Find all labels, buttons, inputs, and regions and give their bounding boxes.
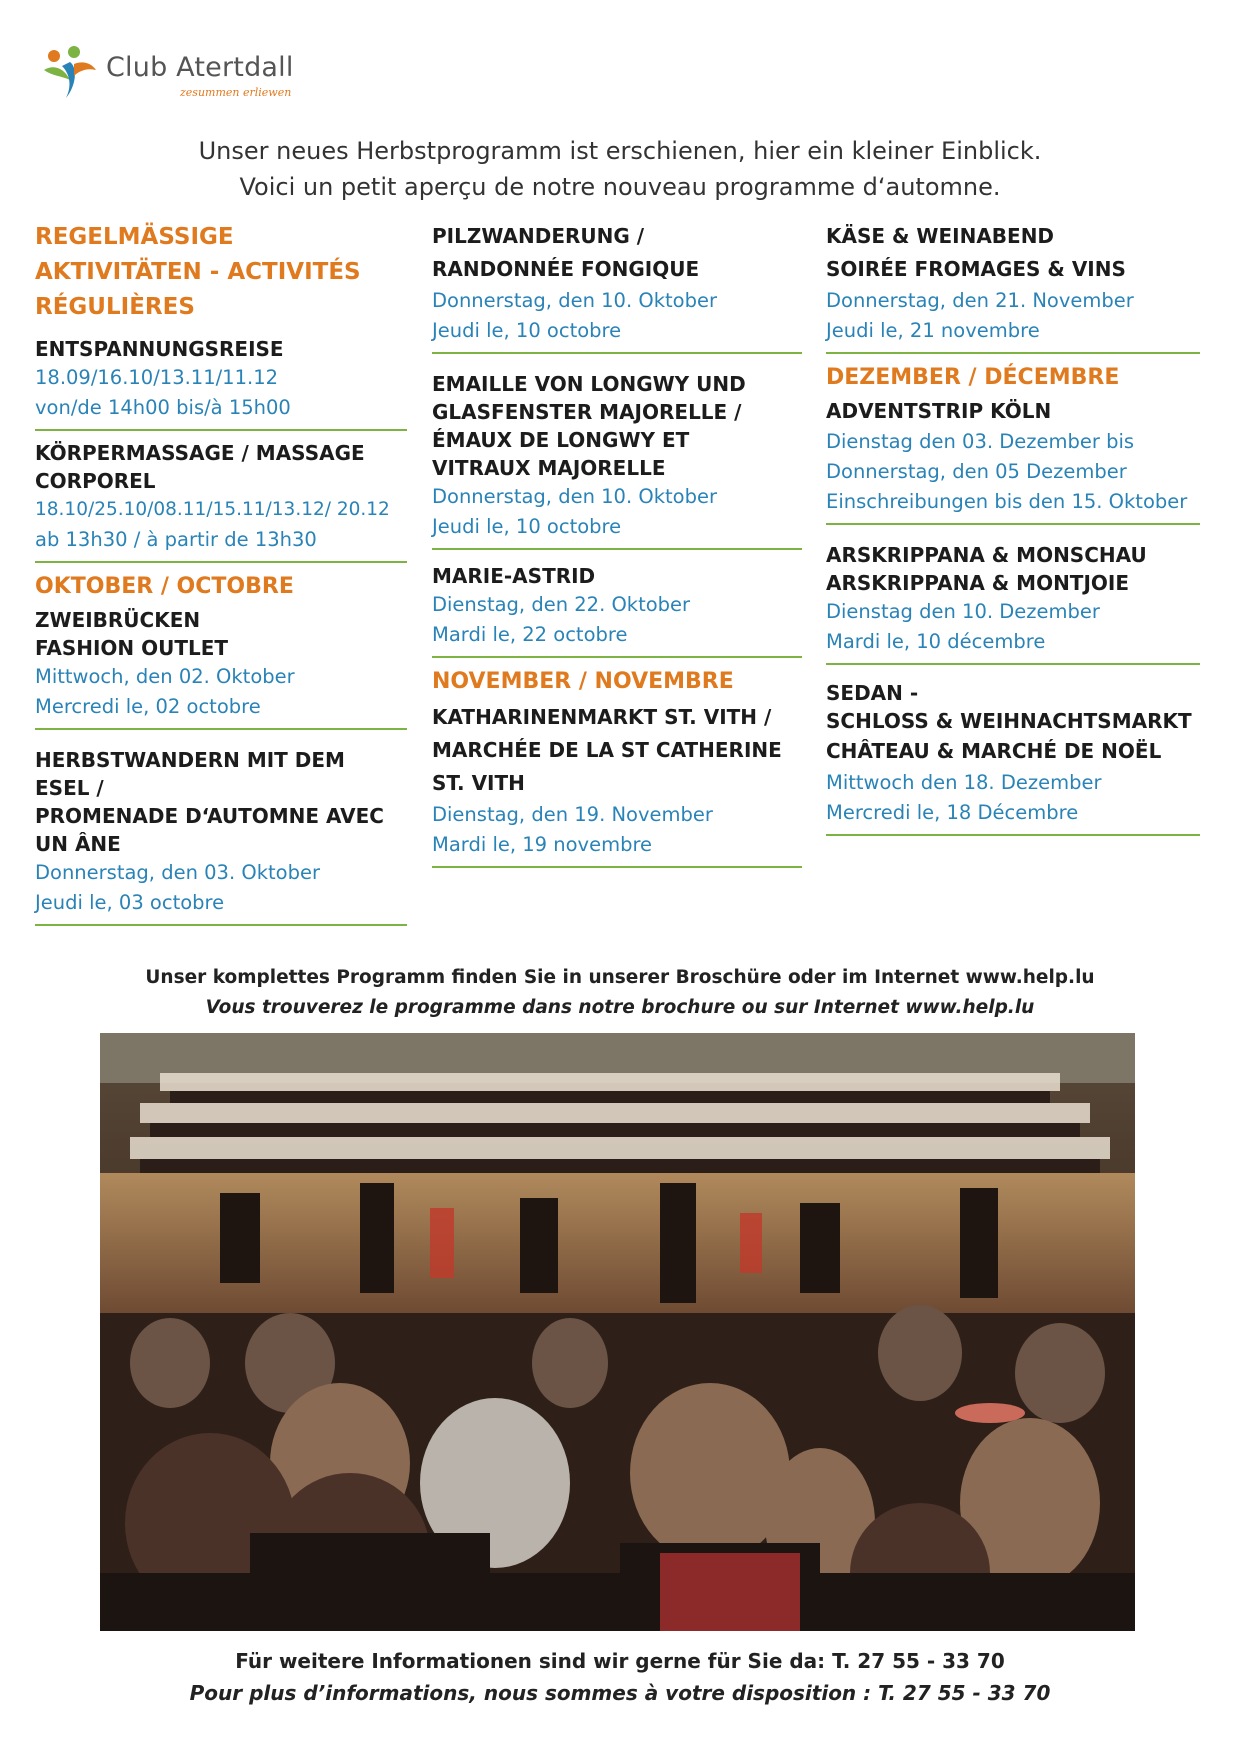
event-marie-astrid — [432, 556, 802, 658]
month-heading-december: DEZEMBER / DÉCEMBRE — [826, 365, 1120, 390]
event-pilzwanderung — [432, 220, 802, 354]
event-date-fr: Mardi le, 10 décembre — [826, 630, 1046, 653]
event-arskrippana — [826, 531, 1200, 665]
event-date-de: Donnerstag, den 03. Oktober — [35, 861, 320, 884]
event-title: ENTSPANNUNGSREISE — [35, 337, 284, 361]
event-title: SCHLOSS & WEIHNACHTSMARKT — [826, 709, 1192, 733]
club-logo — [40, 44, 340, 104]
event-title: ARSKRIPPANA & MONTJOIE — [826, 571, 1129, 595]
event-date: 18.10/25.10/08.11/15.11/13.12/ 20.12 — [35, 499, 390, 520]
event-title: SOIRÉE FROMAGES & VINS — [826, 257, 1126, 281]
event-title: RANDONNÉE FONGIQUE — [432, 257, 700, 281]
brand-name: Club Atertdall — [106, 52, 294, 83]
event-kaese-weinabend — [826, 220, 1200, 354]
event-title: FASHION OUTLET — [35, 636, 229, 660]
event-title: MARCHÉE DE LA ST CATHERINE — [432, 738, 782, 762]
event-date-end: Donnerstag, den 05 Dezember — [826, 460, 1127, 483]
program-column-2 — [432, 220, 802, 874]
program-info-german: Unser komplettes Programm finden Sie in unserer Broschüre oder im Internet www.help.lu — [145, 967, 1095, 988]
event-date-de: Donnerstag, den 10. Oktober — [432, 289, 717, 312]
event-title: ÉMAUX DE LONGWY ET — [432, 428, 690, 452]
event-emaille-longwy — [432, 360, 802, 550]
section-title-line: REGELMÄSSIGE — [35, 224, 234, 250]
event-time: von/de 14h00 bis/à 15h00 — [35, 396, 291, 419]
section-title-line: RÉGULIÈRES — [35, 294, 195, 320]
event-title: KATHARINENMARKT ST. VITH / — [432, 705, 772, 729]
event-date-de: Dienstag den 10. Dezember — [826, 600, 1100, 623]
event-zweibruecken — [35, 604, 407, 730]
event-date-fr: Mardi le, 22 octobre — [432, 623, 628, 646]
event-title: ADVENTSTRIP KÖLN — [826, 399, 1052, 423]
program-info-french: Vous trouverez le programme dans notre brochure ou sur Internet www.help.lu — [205, 997, 1035, 1018]
event-title: PILZWANDERUNG / — [432, 224, 645, 248]
event-date-fr: Mercredi le, 18 Décembre — [826, 801, 1079, 824]
event-date: 18.09/16.10/13.11/11.12 — [35, 366, 279, 389]
event-date-fr: Jeudi le, 21 novembre — [826, 319, 1040, 342]
event-herbstwandern — [35, 736, 407, 926]
event-title: KÄSE & WEINABEND — [826, 224, 1055, 248]
event-date-de: Donnerstag, den 10. Oktober — [432, 485, 717, 508]
event-date-start: Dienstag den 03. Dezember bis — [826, 430, 1135, 453]
event-adventstrip-koeln — [826, 395, 1200, 525]
event-date-de: Dienstag, den 22. Oktober — [432, 593, 691, 616]
event-title: EMAILLE VON LONGWY UND — [432, 372, 746, 396]
section-title-line: AKTIVITÄTEN - ACTIVITÉS — [35, 259, 361, 285]
program-column-3 — [826, 220, 1200, 842]
event-date-fr: Mardi le, 19 novembre — [432, 833, 653, 856]
event-title: SEDAN - — [826, 681, 919, 705]
event-title: HERBSTWANDERN MIT DEM — [35, 748, 345, 772]
event-date-fr: Mercredi le, 02 octobre — [35, 695, 261, 718]
event-title: PROMENADE D‘AUTOMNE AVEC — [35, 804, 384, 828]
intro-german: Unser neues Herbstprogramm ist erschienen, hier ein kleiner Einblick. — [198, 137, 1042, 165]
event-date-fr: Jeudi le, 03 octobre — [35, 891, 225, 914]
event-date-de: Dienstag, den 19. November — [432, 803, 713, 826]
month-heading-november: NOVEMBER / NOVEMBRE — [432, 669, 734, 694]
event-title: ESEL / — [35, 776, 104, 800]
club-logo-icon — [40, 46, 100, 106]
intro-french: Voici un petit aperçu de notre nouveau programme d‘automne. — [239, 173, 1001, 201]
intro-text — [0, 133, 1240, 205]
event-title: UN ÂNE — [35, 832, 121, 856]
event-date-de: Mittwoch den 18. Dezember — [826, 771, 1102, 794]
section-title-regular — [35, 220, 407, 325]
contact-french: Pour plus d’informations, nous sommes à votre disposition : T. 27 55 - 33 70 — [189, 1681, 1051, 1705]
event-title: KÖRPERMASSAGE / MASSAGE — [35, 441, 365, 465]
month-heading-october: OKTOBER / OCTOBRE — [35, 574, 294, 599]
event-title: ZWEIBRÜCKEN — [35, 608, 201, 632]
event-title: ST. VITH — [432, 771, 525, 795]
brand-tagline: zesummen erliewen — [180, 86, 292, 99]
program-column-1 — [35, 220, 407, 932]
event-time: ab 13h30 / à partir de 13h30 — [35, 528, 317, 551]
event-date-de: Donnerstag, den 21. November — [826, 289, 1134, 312]
program-info — [0, 963, 1240, 1023]
event-date-fr: Jeudi le, 10 octobre — [432, 515, 622, 538]
event-date-fr: Jeudi le, 10 octobre — [432, 319, 622, 342]
event-koerpermassage — [35, 437, 407, 563]
event-title: CHÂTEAU & MARCHÉ DE NOËL — [826, 739, 1162, 763]
event-date-de: Mittwoch, den 02. Oktober — [35, 665, 295, 688]
event-title: CORPOREL — [35, 469, 156, 493]
event-katharinenmarkt — [432, 699, 802, 868]
contact-german: Für weitere Informationen sind wir gerne für Sie da: T. 27 55 - 33 70 — [235, 1649, 1005, 1673]
event-title: MARIE-ASTRID — [432, 564, 596, 588]
contact-info — [0, 1645, 1240, 1709]
event-registration-deadline: Einschreibungen bis den 15. Oktober — [826, 490, 1188, 513]
event-title: ARSKRIPPANA & MONSCHAU — [826, 543, 1147, 567]
event-title: GLASFENSTER MAJORELLE / — [432, 400, 742, 424]
event-sedan — [826, 671, 1200, 836]
concert-photo-illustration — [100, 1033, 1135, 1631]
event-title: VITRAUX MAJORELLE — [432, 456, 666, 480]
event-entspannungsreise — [35, 333, 407, 431]
concert-audience-photo — [100, 1033, 1135, 1631]
